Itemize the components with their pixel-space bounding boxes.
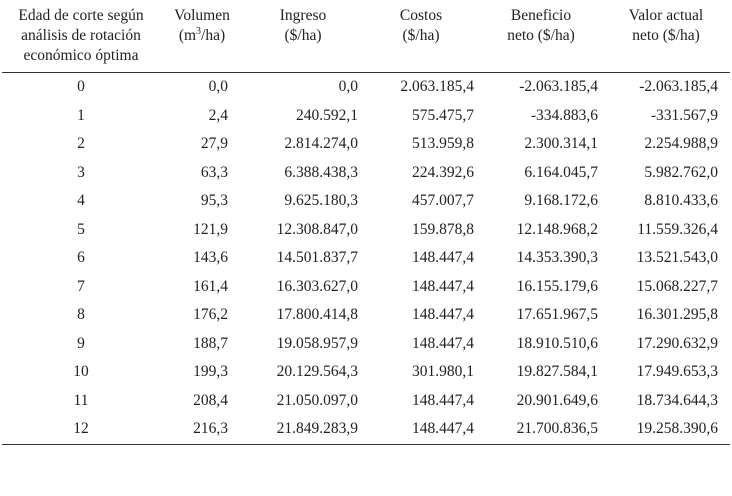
cell-age: 8 xyxy=(77,306,85,324)
cell-volume: 208,4 xyxy=(193,391,228,409)
cell-volume: 95,3 xyxy=(200,192,228,210)
cell-costs: 148.447,4 xyxy=(412,420,474,438)
cell-net-benefit: 9.168.172,6 xyxy=(524,192,598,210)
cell-net-benefit: -334.883,6 xyxy=(530,106,598,124)
cell-age: 11 xyxy=(73,391,89,409)
header-net-benefit: Beneficio neto ($/ha) xyxy=(507,7,575,44)
cell-costs: 301.980,1 xyxy=(412,363,474,381)
cell-net-benefit: 17.651.967,5 xyxy=(516,306,598,324)
cell-age: 5 xyxy=(77,220,85,238)
table-body xyxy=(2,73,730,445)
table-row xyxy=(2,216,730,245)
cell-volume: 27,9 xyxy=(200,135,228,153)
cell-npv: 13.521.543,0 xyxy=(636,249,718,267)
cell-age: 6 xyxy=(77,249,85,267)
cell-npv: 17.290.632,9 xyxy=(636,334,718,352)
table-row xyxy=(2,159,730,188)
table-row xyxy=(2,330,730,359)
table-row xyxy=(2,301,730,330)
cell-npv: 15.068.227,7 xyxy=(636,277,718,295)
cell-income: 21.849.283,9 xyxy=(276,420,358,438)
cell-income: 9.625.180,3 xyxy=(284,192,358,210)
cell-net-benefit: 2.300.314,1 xyxy=(524,135,598,153)
header-costs: Costos ($/ha) xyxy=(399,7,443,44)
cell-age: 12 xyxy=(73,420,89,438)
cell-costs: 159.878,8 xyxy=(412,220,474,238)
cell-income: 2.814.274,0 xyxy=(284,135,358,153)
cell-npv: -2.063.185,4 xyxy=(639,78,718,96)
cell-costs: 148.447,4 xyxy=(412,306,474,324)
table-row xyxy=(2,73,730,102)
cell-npv: 5.982.762,0 xyxy=(644,163,718,181)
cell-npv: 11.559.326,4 xyxy=(637,220,718,238)
cell-volume: 199,3 xyxy=(193,363,228,381)
cell-costs: 148.447,4 xyxy=(412,277,474,295)
table-row xyxy=(2,358,730,387)
cell-income: 12.308.847,0 xyxy=(276,220,358,238)
header-age: Edad de corte según análisis de rotación económico óptima xyxy=(18,7,144,64)
cell-age: 10 xyxy=(73,363,89,381)
cell-npv: 2.254.988,9 xyxy=(644,135,718,153)
cell-volume: 63,3 xyxy=(200,163,228,181)
cell-volume: 188,7 xyxy=(193,334,228,352)
cell-income: 20.129.564,3 xyxy=(276,363,358,381)
cell-costs: 513.959,8 xyxy=(412,135,474,153)
cell-income: 14.501.837,7 xyxy=(276,249,358,267)
cell-age: 7 xyxy=(77,277,85,295)
cell-age: 9 xyxy=(77,334,85,352)
cell-net-benefit: 21.700.836,5 xyxy=(516,420,598,438)
cell-volume: 176,2 xyxy=(193,306,228,324)
cell-net-benefit: 16.155.179,6 xyxy=(516,277,598,295)
cell-costs: 457.007,7 xyxy=(412,192,474,210)
cell-volume: 2,4 xyxy=(208,106,228,124)
cell-volume: 143,6 xyxy=(193,249,228,267)
cell-income: 17.800.414,8 xyxy=(276,306,358,324)
cell-net-benefit: 14.353.390,3 xyxy=(516,249,598,267)
cell-income: 240.592,1 xyxy=(296,106,358,124)
cell-income: 21.050.097,0 xyxy=(276,391,358,409)
cell-costs: 148.447,4 xyxy=(412,391,474,409)
table-header xyxy=(2,0,730,73)
cell-income: 6.388.438,3 xyxy=(284,163,358,181)
cell-net-benefit: 20.901.649,6 xyxy=(516,391,598,409)
cell-net-benefit: 18.910.510,6 xyxy=(516,334,598,352)
table-row xyxy=(2,244,730,273)
table-row xyxy=(2,130,730,159)
cell-costs: 575.475,7 xyxy=(412,106,474,124)
cell-npv: 8.810.433,6 xyxy=(644,192,718,210)
cell-volume: 216,3 xyxy=(193,420,228,438)
rotation-analysis-table xyxy=(2,0,730,445)
cell-npv: 18.734.644,3 xyxy=(636,391,718,409)
cell-age: 4 xyxy=(77,192,85,210)
cell-costs: 148.447,4 xyxy=(412,249,474,267)
cell-npv: 19.258.390,6 xyxy=(636,420,718,438)
cell-npv: 17.949.653,3 xyxy=(636,363,718,381)
header-npv: Valor actual neto ($/ha) xyxy=(628,7,704,44)
cell-income: 16.303.627,0 xyxy=(276,277,358,295)
cell-costs: 2.063.185,4 xyxy=(400,78,474,96)
table-row xyxy=(2,387,730,416)
cell-net-benefit: 6.164.045,7 xyxy=(524,163,598,181)
cell-net-benefit: 19.827.584,1 xyxy=(516,363,598,381)
cell-costs: 148.447,4 xyxy=(412,334,474,352)
cell-volume: 0,0 xyxy=(208,78,228,96)
cell-age: 0 xyxy=(77,78,85,96)
table-row xyxy=(2,102,730,131)
cell-npv: 16.301.295,8 xyxy=(636,306,718,324)
cell-net-benefit: -2.063.185,4 xyxy=(519,78,598,96)
header-income: Ingreso ($/ha) xyxy=(279,7,327,44)
cell-net-benefit: 12.148.968,2 xyxy=(516,220,598,238)
cell-npv: -331.567,9 xyxy=(650,106,718,124)
header-volume: Volumen $(m^3/ha)$ xyxy=(174,7,230,44)
cell-volume: 161,4 xyxy=(193,277,228,295)
cell-income: 0,0 xyxy=(338,78,358,96)
cell-income: 19.058.957,9 xyxy=(276,334,358,352)
cell-age: 1 xyxy=(77,106,85,124)
cell-age: 3 xyxy=(77,163,85,181)
table-row xyxy=(2,187,730,216)
cell-costs: 224.392,6 xyxy=(412,163,474,181)
table-row xyxy=(2,415,730,444)
cell-age: 2 xyxy=(77,135,85,153)
table-row xyxy=(2,273,730,302)
cell-volume: 121,9 xyxy=(193,220,228,238)
